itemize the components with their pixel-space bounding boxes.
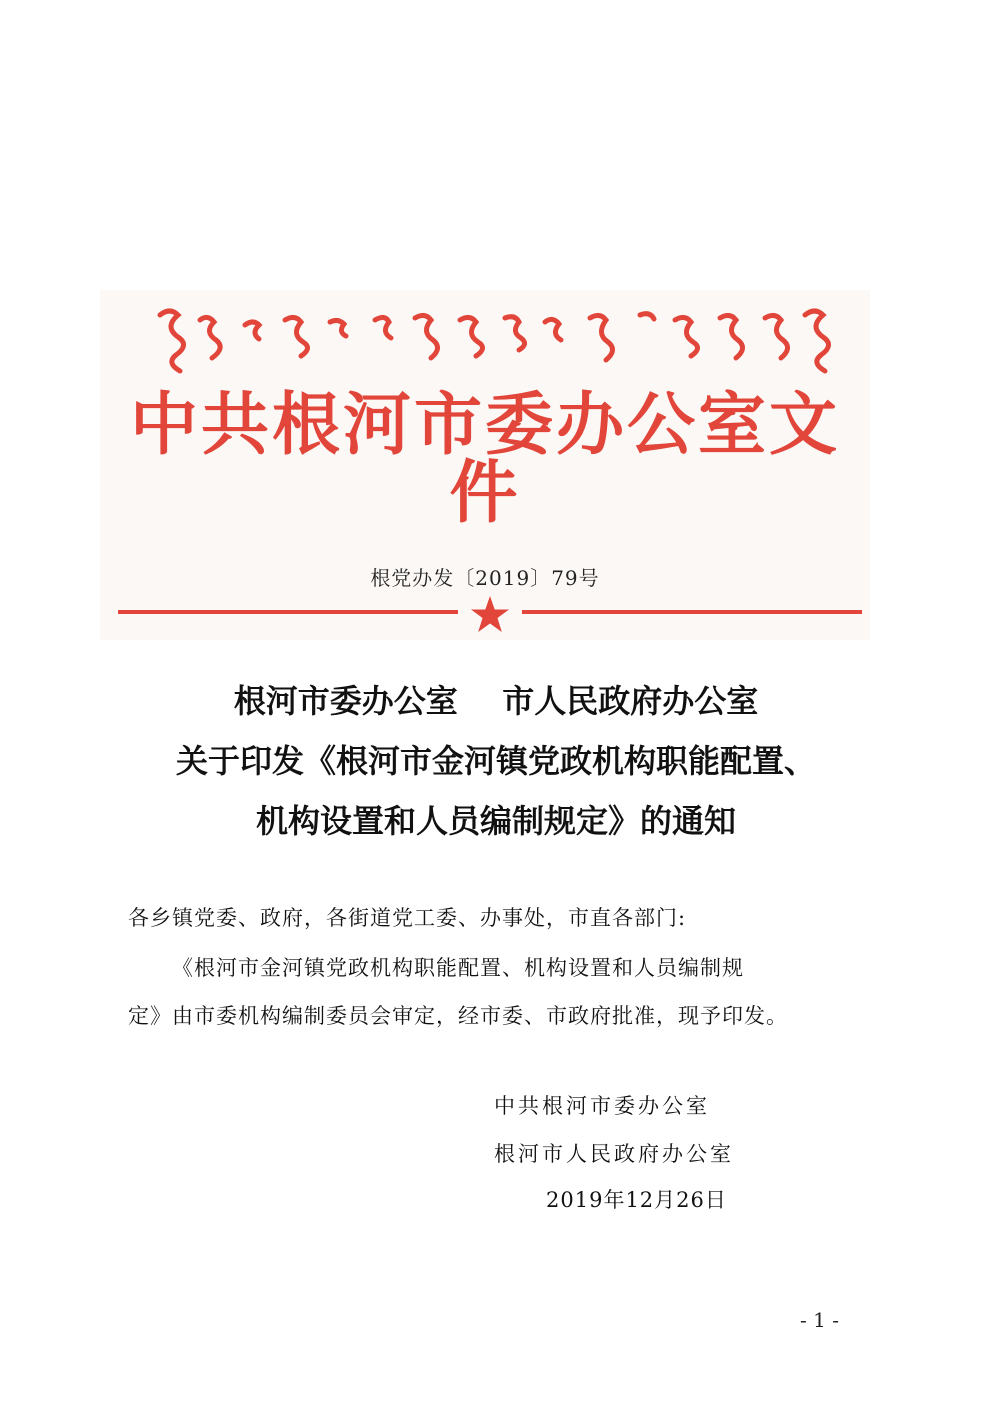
subject-line-2: 关于印发《根河市金河镇党政机构职能配置、 (175, 742, 816, 780)
signature-date: 2019年12月26日 (546, 1188, 727, 1212)
red-separator-left (118, 610, 458, 614)
red-separator-right (522, 610, 862, 614)
issuer-title: 中共根河市委办公室文件 (129, 386, 840, 533)
signature-org-2: 根河市人民政府办公室 (494, 1142, 734, 1166)
mongolian-script-title (150, 300, 840, 390)
subject-line-3: 机构设置和人员编制规定》的通知 (255, 802, 736, 840)
page-number: - 1 - (800, 1308, 839, 1332)
document-number: 根党办发〔2019〕79号 (370, 566, 600, 590)
body-paragraph-line-2: 定》由市委机构编制委员会审定，经市委、市政府批准，现予印发。 (128, 1004, 788, 1028)
star-icon (470, 594, 510, 634)
body-paragraph-line-1: 《根河市金河镇党政机构职能配置、机构设置和人员编制规 (172, 956, 744, 980)
recipients: 各乡镇党委、政府，各街道党工委、办事处，市直各部门: (128, 906, 687, 930)
subject-line-1: 根河市委办公室 市人民政府办公室 (233, 682, 759, 720)
signature-org-1: 中共根河市委办公室 (494, 1094, 710, 1118)
